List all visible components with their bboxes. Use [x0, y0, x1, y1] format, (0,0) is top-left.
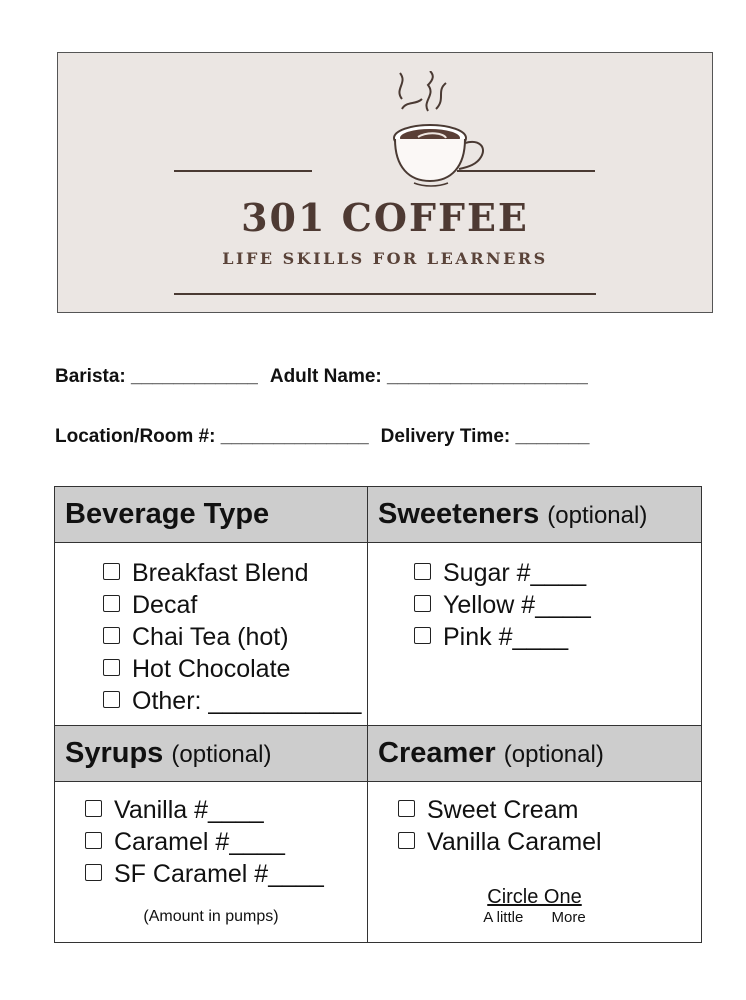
- circle-options: [368, 909, 701, 926]
- checkbox-icon[interactable]: [103, 691, 120, 708]
- syrups-list: [55, 782, 367, 890]
- checkbox-icon[interactable]: [103, 563, 120, 580]
- barista-field[interactable]: Barista: ____________: [55, 366, 258, 387]
- checkbox-icon[interactable]: [85, 800, 102, 817]
- list-item[interactable]: Sugar #____: [414, 557, 701, 589]
- header-banner: [57, 52, 713, 313]
- list-item[interactable]: Vanilla #____: [85, 794, 367, 826]
- checkbox-icon[interactable]: [85, 832, 102, 849]
- checkbox-icon[interactable]: [414, 563, 431, 580]
- beverage-header: [55, 487, 368, 543]
- list-item[interactable]: Breakfast Blend: [103, 557, 367, 589]
- beverage-cell: [55, 543, 368, 726]
- brand-tagline: LIFE SKILLS FOR LEARNERS: [222, 249, 548, 268]
- delivery-time-field[interactable]: Delivery Time: _______: [380, 426, 590, 447]
- adult-name-field[interactable]: Adult Name: ___________________: [269, 366, 588, 387]
- syrups-header: [55, 726, 368, 782]
- sweeteners-header: [368, 487, 702, 543]
- list-item[interactable]: Vanilla Caramel: [398, 826, 701, 858]
- list-item[interactable]: Other: ___________: [103, 685, 367, 717]
- beverage-title: Beverage Type: [65, 498, 270, 530]
- list-item[interactable]: Pink #____: [414, 621, 701, 653]
- creamer-header: [368, 726, 702, 782]
- list-item[interactable]: Sweet Cream: [398, 794, 701, 826]
- list-item[interactable]: Hot Chocolate: [103, 653, 367, 685]
- list-item[interactable]: Chai Tea (hot): [103, 621, 367, 653]
- checkbox-icon[interactable]: [103, 627, 120, 644]
- creamer-cell: [368, 782, 702, 943]
- checkbox-icon[interactable]: [85, 864, 102, 881]
- circle-option-a-little[interactable]: A little: [483, 909, 524, 926]
- optional-label: (optional): [171, 741, 272, 768]
- circle-one-label: Circle One: [487, 886, 582, 908]
- pumps-note: (Amount in pumps): [143, 908, 279, 925]
- list-item[interactable]: Caramel #____: [85, 826, 367, 858]
- list-item[interactable]: Yellow #____: [414, 589, 701, 621]
- beverage-list: [55, 543, 367, 717]
- coffee-cup-icon: [378, 71, 498, 191]
- list-item[interactable]: SF Caramel #____: [85, 858, 367, 890]
- creamer-list: [368, 782, 701, 858]
- optional-label: (optional): [547, 502, 648, 529]
- decorative-line: [174, 293, 596, 295]
- sweeteners-title: Sweeteners: [378, 498, 540, 530]
- brand-title: 301 COFFEE: [241, 195, 529, 240]
- location-field[interactable]: Location/Room #: ______________: [55, 426, 369, 447]
- checkbox-icon[interactable]: [398, 800, 415, 817]
- sweeteners-list: [368, 543, 701, 653]
- circle-option-more[interactable]: More: [551, 909, 586, 926]
- sweeteners-cell: [368, 543, 702, 726]
- syrups-cell: [55, 782, 368, 943]
- order-grid: [54, 486, 702, 943]
- checkbox-icon[interactable]: [398, 832, 415, 849]
- optional-label: (optional): [503, 741, 604, 768]
- creamer-title: Creamer: [378, 737, 496, 769]
- syrups-title: Syrups: [65, 737, 164, 769]
- checkbox-icon[interactable]: [414, 627, 431, 644]
- location-row: [55, 426, 589, 448]
- checkbox-icon[interactable]: [414, 595, 431, 612]
- checkbox-icon[interactable]: [103, 595, 120, 612]
- barista-row: [55, 366, 588, 388]
- list-item[interactable]: Decaf: [103, 589, 367, 621]
- decorative-line: [174, 170, 312, 172]
- checkbox-icon[interactable]: [103, 659, 120, 676]
